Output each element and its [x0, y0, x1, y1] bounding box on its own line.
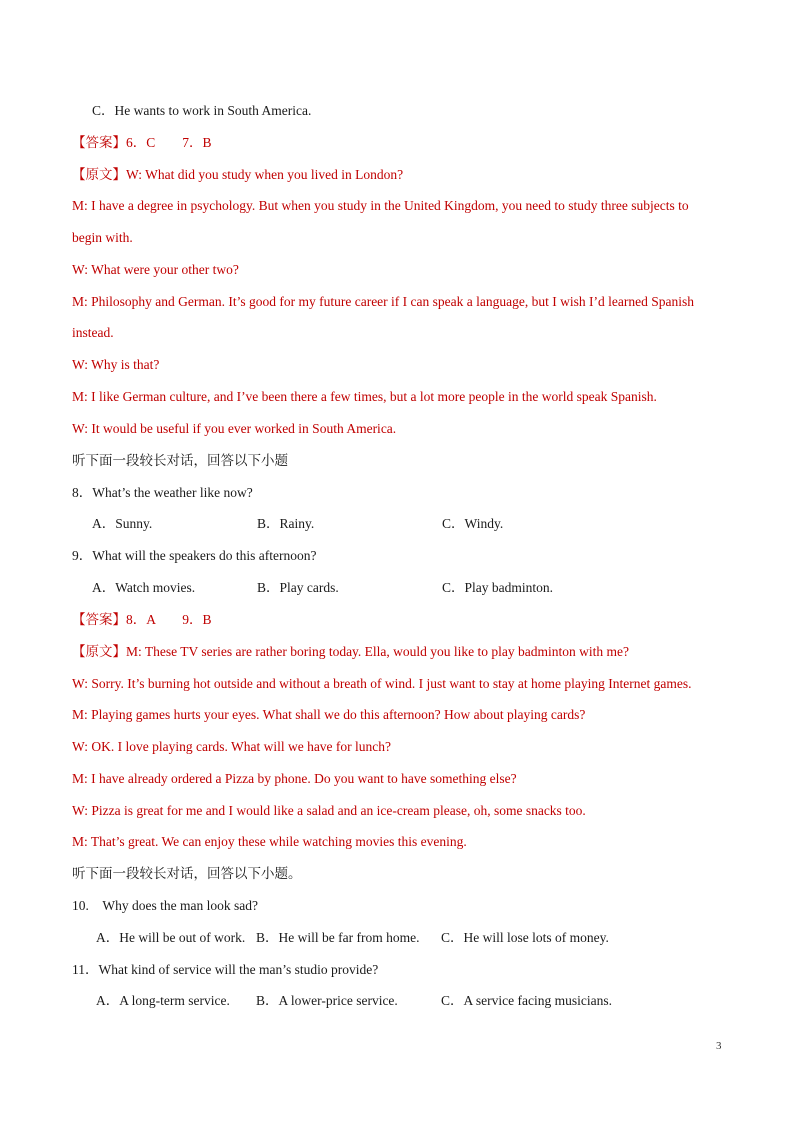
line-2: 【原文】W: What did you study when you lived in London? — [72, 167, 404, 182]
option-q10-b: B．He will be far from home. — [256, 930, 420, 945]
option-q11-c: C．A service facing musicians. — [441, 993, 612, 1008]
line-17: M: Playing games hurts your eyes. What shall we do this afternoon? How about playing cards? — [72, 707, 586, 722]
line-3: M: I have a degree in psychology. But when you study in the United Kingdom, you need to study three subjects to — [72, 198, 689, 213]
line-7: instead. — [72, 325, 114, 340]
line-22: 听下面一段较长对话，回答以下小题。 — [72, 866, 302, 881]
line-14: 【答案】8．A 9．B — [72, 612, 212, 627]
line-5: W: What were your other two? — [72, 262, 239, 277]
question-9: 9．What will the speakers do this afternoon? — [72, 548, 317, 563]
option-q8-c: C．Windy. — [442, 516, 504, 531]
line-1: 【答案】6．C 7．B — [72, 135, 212, 150]
question-10: 10. Why does the man look sad? — [72, 898, 258, 913]
option-q9-b: B．Play cards. — [257, 580, 339, 595]
option-q11-b: B．A lower-price service. — [256, 993, 398, 1008]
line-4: begin with. — [72, 230, 133, 245]
line-21: M: That’s great. We can enjoy these while watching movies this evening. — [72, 834, 467, 849]
question-11: 11．What kind of service will the man’s studio provide? — [72, 962, 379, 977]
option-q9-c: C．Play badminton. — [442, 580, 553, 595]
line-15: 【原文】M: These TV series are rather boring today. Ella, would you like to play badminton with me? — [72, 644, 630, 659]
line-18: W: OK. I love playing cards. What will we have for lunch? — [72, 739, 392, 754]
question-8: 8．What’s the weather like now? — [72, 485, 253, 500]
line-9: M: I like German culture, and I’ve been there a few times, but a lot more people in the world speak Spanish. — [72, 389, 657, 404]
line-0: C．He wants to work in South America. — [92, 103, 312, 118]
line-20: W: Pizza is great for me and I would like a salad and an ice-cream please, oh, some snacks too. — [72, 803, 586, 818]
option-q10-c: C．He will lose lots of money. — [441, 930, 609, 945]
option-q11-a: A．A long-term service. — [96, 993, 230, 1008]
line-10: W: It would be useful if you ever worked in South America. — [72, 421, 397, 436]
option-q8-b: B．Rainy. — [257, 516, 315, 531]
option-q8-a: A．Sunny. — [92, 516, 153, 531]
line-16: W: Sorry. It’s burning hot outside and without a breath of wind. I just want to stay at home playing Internet games. — [72, 676, 692, 691]
option-q9-a: A．Watch movies. — [92, 580, 196, 595]
line-8: W: Why is that? — [72, 357, 160, 372]
line-19: M: I have already ordered a Pizza by phone. Do you want to have something else? — [72, 771, 517, 786]
line-11: 听下面一段较长对话，回答以下小题 — [72, 453, 288, 468]
line-6: M: Philosophy and German. It’s good for my future career if I can speak a language, but I wish I’d learned Spanish — [72, 294, 694, 309]
option-q10-a: A．He will be out of work. — [96, 930, 246, 945]
page-number: 3 — [716, 1040, 722, 1052]
